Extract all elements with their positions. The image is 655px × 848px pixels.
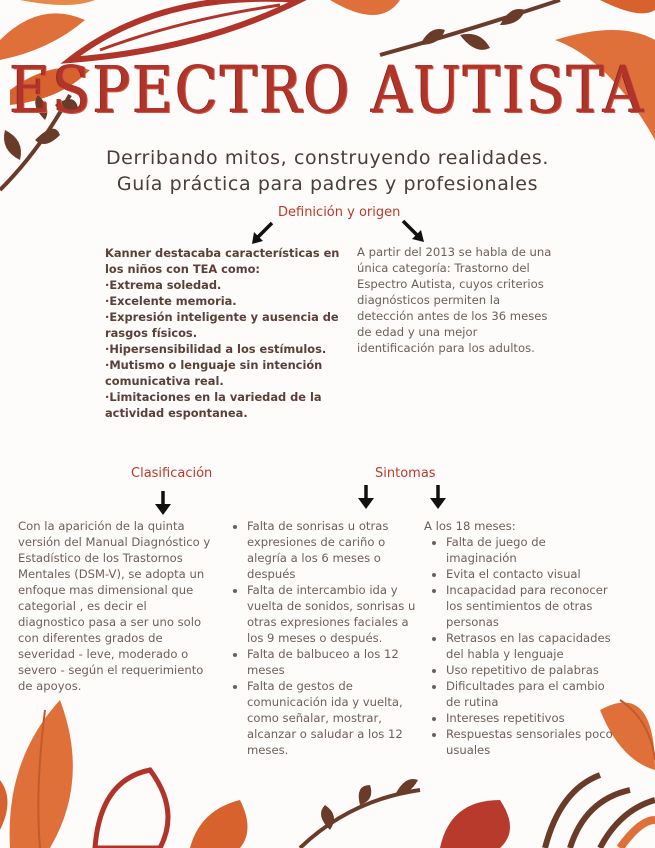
- kanner-item: ·Expresión inteligente y ausencia de rasgos físicos.: [105, 310, 339, 340]
- list-item: • Falta de gestos de comunicación ida y vuelta, como señalar, mostrar, alcanzar o saludar a los 12 meses.: [247, 678, 417, 758]
- subtitle: [0, 145, 655, 197]
- kanner-item: ·Hipersensibilidad a los estímulos.: [105, 342, 327, 356]
- subtitle-line-1: Derribando mitos, construyendo realidades.: [105, 147, 550, 169]
- list-item: • Uso repetitivo de palabras: [446, 662, 620, 678]
- kanner-intro: Kanner destacaba características en los niños con TEA como:: [105, 246, 340, 276]
- symptoms-heading: Sintomas: [375, 466, 436, 481]
- list-item: • Intereses repetitivos: [446, 710, 620, 726]
- list-item: • Evita el contacto visual: [446, 566, 620, 582]
- list-item: • Incapacidad para reconocer los sentimientos de otras personas: [446, 582, 620, 630]
- arrow-down-icon: [429, 484, 447, 510]
- subtitle-line-2: Guía práctica para padres y profesionales: [116, 173, 539, 195]
- kanner-item: ·Excelente memoria.: [105, 294, 237, 308]
- kanner-item: ·Extrema soledad.: [105, 278, 222, 292]
- definition-heading: Definición y origen: [278, 205, 401, 220]
- symptoms-col-2: [424, 518, 620, 758]
- page-title: ESPECTRO AUTISTA: [9, 53, 646, 128]
- list-item: • Falta de juego de imaginación: [446, 534, 620, 566]
- list-item: • Dificultades para el cambio de rutina: [446, 678, 620, 710]
- list-item: • Falta de intercambio ida y vuelta de sonidos, sonrisas u otras expresiones faciales a los 9 meses o después.: [247, 582, 417, 646]
- kanner-list: [105, 245, 343, 421]
- list-item: • Falta de sonrisas u otras expresiones de cariño o alegría a los 6 meses o después: [247, 518, 417, 582]
- symptoms-col-2-intro: A los 18 meses:: [424, 519, 516, 533]
- kanner-item: ·Limitaciones en la variedad de la actividad espontanea.: [105, 390, 322, 420]
- arrow-down-icon: [154, 490, 172, 516]
- arrow-down-left-icon: [250, 220, 276, 246]
- list-item: • Respuestas sensoriales poco usuales: [446, 726, 620, 758]
- list-item: • Retrasos en las capacidades del habla y lenguaje: [446, 630, 620, 662]
- kanner-item: ·Mutismo o lenguaje sin intención comunicativa real.: [105, 358, 323, 388]
- classification-text: Con la aparición de la quinta versión del Manual Diagnóstico y Estadístico de los Trastornos Mentales (DSM-V), se adopta un enfoque mas dimensional que categorial , es decir el diagnostico pasa a ser uno solo con diferentes grados de severidad - leve, moderado o severo - según el requerimiento de apoyos.: [18, 519, 211, 693]
- list-item: • Falta de balbuceo a los 12 meses: [247, 646, 417, 678]
- arrow-down-right-icon: [400, 218, 426, 244]
- classification-heading: Clasificación: [131, 466, 213, 481]
- definition-right-text: A partir del 2013 se habla de una única categoría: Trastorno del Espectro Autista, cuyos criterios diagnósticos permiten la detección antes de los 36 meses de edad y una mejor identificación para los adultos.: [357, 245, 552, 355]
- symptoms-col-1: [233, 518, 417, 758]
- arrow-down-icon: [357, 484, 375, 510]
